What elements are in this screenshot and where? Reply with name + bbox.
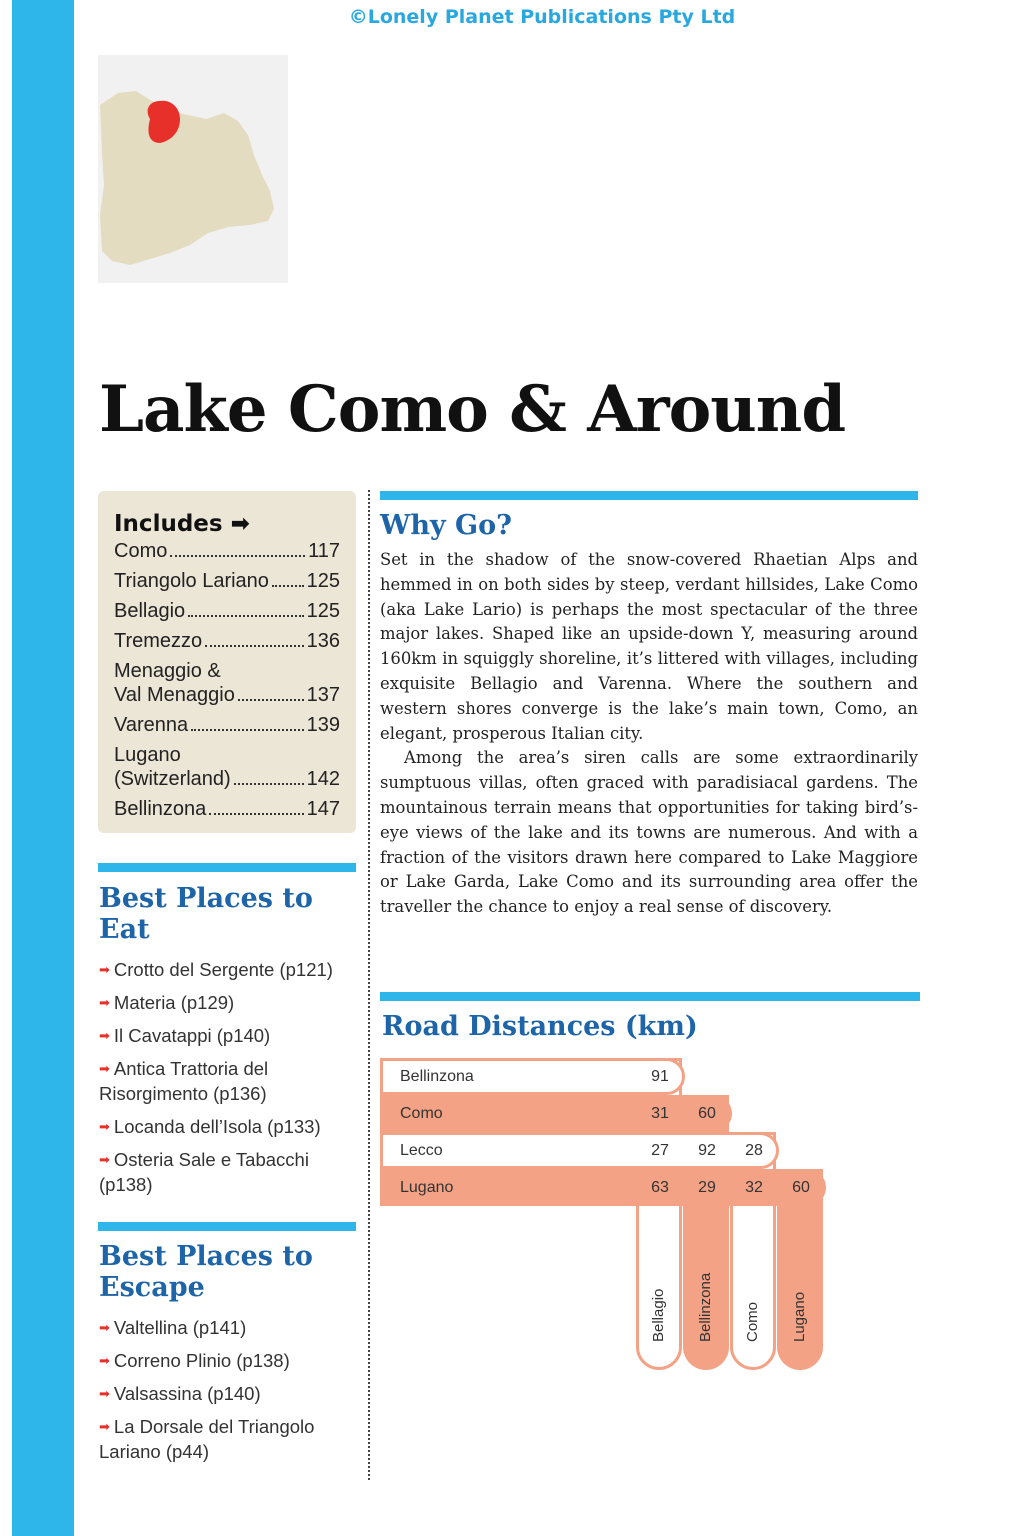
- includes-item-name: Triangolo Lariano: [114, 570, 269, 592]
- includes-item: [114, 743, 340, 791]
- distance-value: 29: [698, 1179, 716, 1196]
- place-list-item: [99, 1147, 355, 1197]
- arrow-icon: ➡: [99, 1353, 110, 1368]
- arrow-icon: ➡: [99, 1061, 110, 1076]
- road-distances-rule: [380, 992, 920, 1001]
- escape-list: [99, 1315, 355, 1472]
- distance-value: 31: [651, 1105, 669, 1122]
- row-label: Lecco: [400, 1142, 443, 1159]
- eat-heading: Best Places to Eat: [99, 883, 313, 945]
- includes-item-name: Varenna: [114, 714, 189, 736]
- includes-item-page: 137: [306, 684, 340, 706]
- leader-dots: [170, 555, 305, 557]
- leader-dots: [188, 615, 303, 617]
- escape-heading: Best Places to Escape: [99, 1241, 313, 1303]
- includes-item-name: Tremezzo: [114, 630, 203, 652]
- place-name: Locanda dell’Isola (p133): [113, 1116, 321, 1137]
- distance-value: 28: [745, 1142, 763, 1159]
- includes-item: [114, 539, 340, 563]
- leader-dots: [272, 585, 304, 587]
- place-list-item: [99, 1414, 355, 1464]
- includes-item-page: 142: [306, 768, 340, 790]
- why-go-paragraph: Among the area’s siren calls are some extraordinarily sumptuous villas, often graced with paradisiacal gardens. The mountainous terrain means that opportunities for taking bird’s-eye views of the lake and its towns are numerous. And with a fraction of the visitors drawn here compared to Lake Maggiore or Lake Garda, Lake Como and its surrounding area offer the traveller the chance to enjoy a real sense of discovery.: [380, 748, 918, 917]
- distance-value: 63: [651, 1179, 669, 1196]
- place-name: Correno Plinio (p138): [113, 1350, 290, 1371]
- page-title: Lake Como & Around: [99, 372, 846, 447]
- copyright-notice: ©Lonely Planet Publications Pty Ltd: [348, 6, 736, 28]
- arrow-icon: ➡: [99, 995, 110, 1010]
- row-label: Bellinzona: [400, 1068, 474, 1085]
- place-list-item: [99, 990, 355, 1015]
- row-label: Como: [400, 1105, 443, 1122]
- road-distances-heading: Road Distances (km): [382, 1011, 698, 1042]
- leader-dots: [205, 645, 303, 647]
- includes-item: [114, 713, 340, 737]
- column-divider: [368, 490, 370, 1480]
- eat-list: [99, 957, 355, 1205]
- distance-value: 60: [792, 1179, 810, 1196]
- includes-item-page: 147: [306, 798, 340, 820]
- includes-list: [114, 539, 340, 821]
- place-list-item: [99, 1381, 355, 1406]
- column-label: Lugano: [791, 1291, 808, 1342]
- place-list-item: [99, 1315, 355, 1340]
- leader-dots: [238, 699, 304, 701]
- arrow-icon: ➡: [99, 1152, 110, 1167]
- locator-map: [98, 55, 288, 283]
- place-list-item: [99, 1056, 355, 1106]
- place-list-item: [99, 1348, 355, 1373]
- place-list-item: [99, 957, 355, 982]
- place-name: Materia (p129): [113, 992, 235, 1013]
- includes-item: [114, 569, 340, 593]
- why-go-body: [380, 548, 918, 920]
- place-name: Osteria Sale e Tabacchi (p138): [99, 1149, 309, 1195]
- escape-rule: [98, 1222, 356, 1231]
- arrow-icon: ➡: [99, 1386, 110, 1401]
- leader-dots: [234, 783, 304, 785]
- arrow-icon: ➡: [99, 1320, 110, 1335]
- arrow-icon: ➡: [99, 962, 110, 977]
- includes-item-name: Bellinzona: [114, 798, 207, 820]
- place-name: Crotto del Sergente (p121): [113, 959, 333, 980]
- includes-item: [114, 629, 340, 653]
- distance-value: 91: [651, 1068, 669, 1085]
- place-name: Valsassina (p140): [113, 1383, 261, 1404]
- column-label: Como: [744, 1301, 761, 1342]
- place-name: Il Cavatappi (p140): [113, 1025, 271, 1046]
- place-list-item: [99, 1114, 355, 1139]
- includes-item-name: Menaggio & Val Menaggio: [114, 660, 235, 706]
- distance-value: 92: [698, 1142, 716, 1159]
- includes-item-page: 125: [306, 600, 340, 622]
- distance-value: 27: [651, 1142, 669, 1159]
- includes-item: [114, 659, 340, 707]
- column-label: Bellinzona: [697, 1272, 714, 1342]
- why-go-paragraph: Set in the shadow of the snow-covered Rhaetian Alps and hemmed in on both sides by steep, verdant hillsides, Lake Como (aka Lake Lario) is perhaps the most spectacular of the three major lakes. Shaped like an upside-down Y, measuring around 160km in squiggly shoreline, it’s littered with villages, including exquisite Bellagio and Varenna. Where the southern and western shores converge is the lake’s main town, Como, an elegant, prosperous Italian city.: [380, 550, 918, 743]
- leader-dots: [209, 813, 303, 815]
- includes-item-name: Bellagio: [114, 600, 186, 622]
- arrow-icon: ➡: [99, 1028, 110, 1043]
- why-go-rule: [380, 491, 918, 500]
- side-color-bar: [12, 0, 74, 1536]
- arrow-icon: ➡: [99, 1419, 110, 1434]
- column-label: Bellagio: [650, 1288, 667, 1342]
- distance-value: 60: [698, 1105, 716, 1122]
- includes-item-name: Como: [114, 540, 168, 562]
- leader-dots: [191, 729, 303, 731]
- road-distances-table: [380, 1058, 830, 1378]
- includes-box: [98, 491, 356, 833]
- place-name: Valtellina (p141): [113, 1317, 247, 1338]
- includes-item-page: 125: [306, 570, 340, 592]
- includes-item-page: 117: [308, 540, 340, 562]
- eat-rule: [98, 863, 356, 872]
- why-go-heading: Why Go?: [380, 510, 512, 541]
- place-name: La Dorsale del Triangolo Lariano (p44): [99, 1416, 315, 1462]
- arrow-icon: ➡: [99, 1119, 110, 1134]
- includes-item: [114, 599, 340, 623]
- place-name: Antica Trattoria del Risorgimento (p136): [99, 1058, 269, 1104]
- includes-item: [114, 797, 340, 821]
- includes-item-page: 136: [306, 630, 340, 652]
- place-list-item: [99, 1023, 355, 1048]
- includes-item-page: 139: [306, 714, 340, 736]
- row-label: Lugano: [400, 1179, 454, 1196]
- includes-item-name: Lugano (Switzerland): [114, 744, 231, 790]
- distance-value: 32: [745, 1179, 763, 1196]
- includes-heading: Includes ➡: [114, 511, 250, 537]
